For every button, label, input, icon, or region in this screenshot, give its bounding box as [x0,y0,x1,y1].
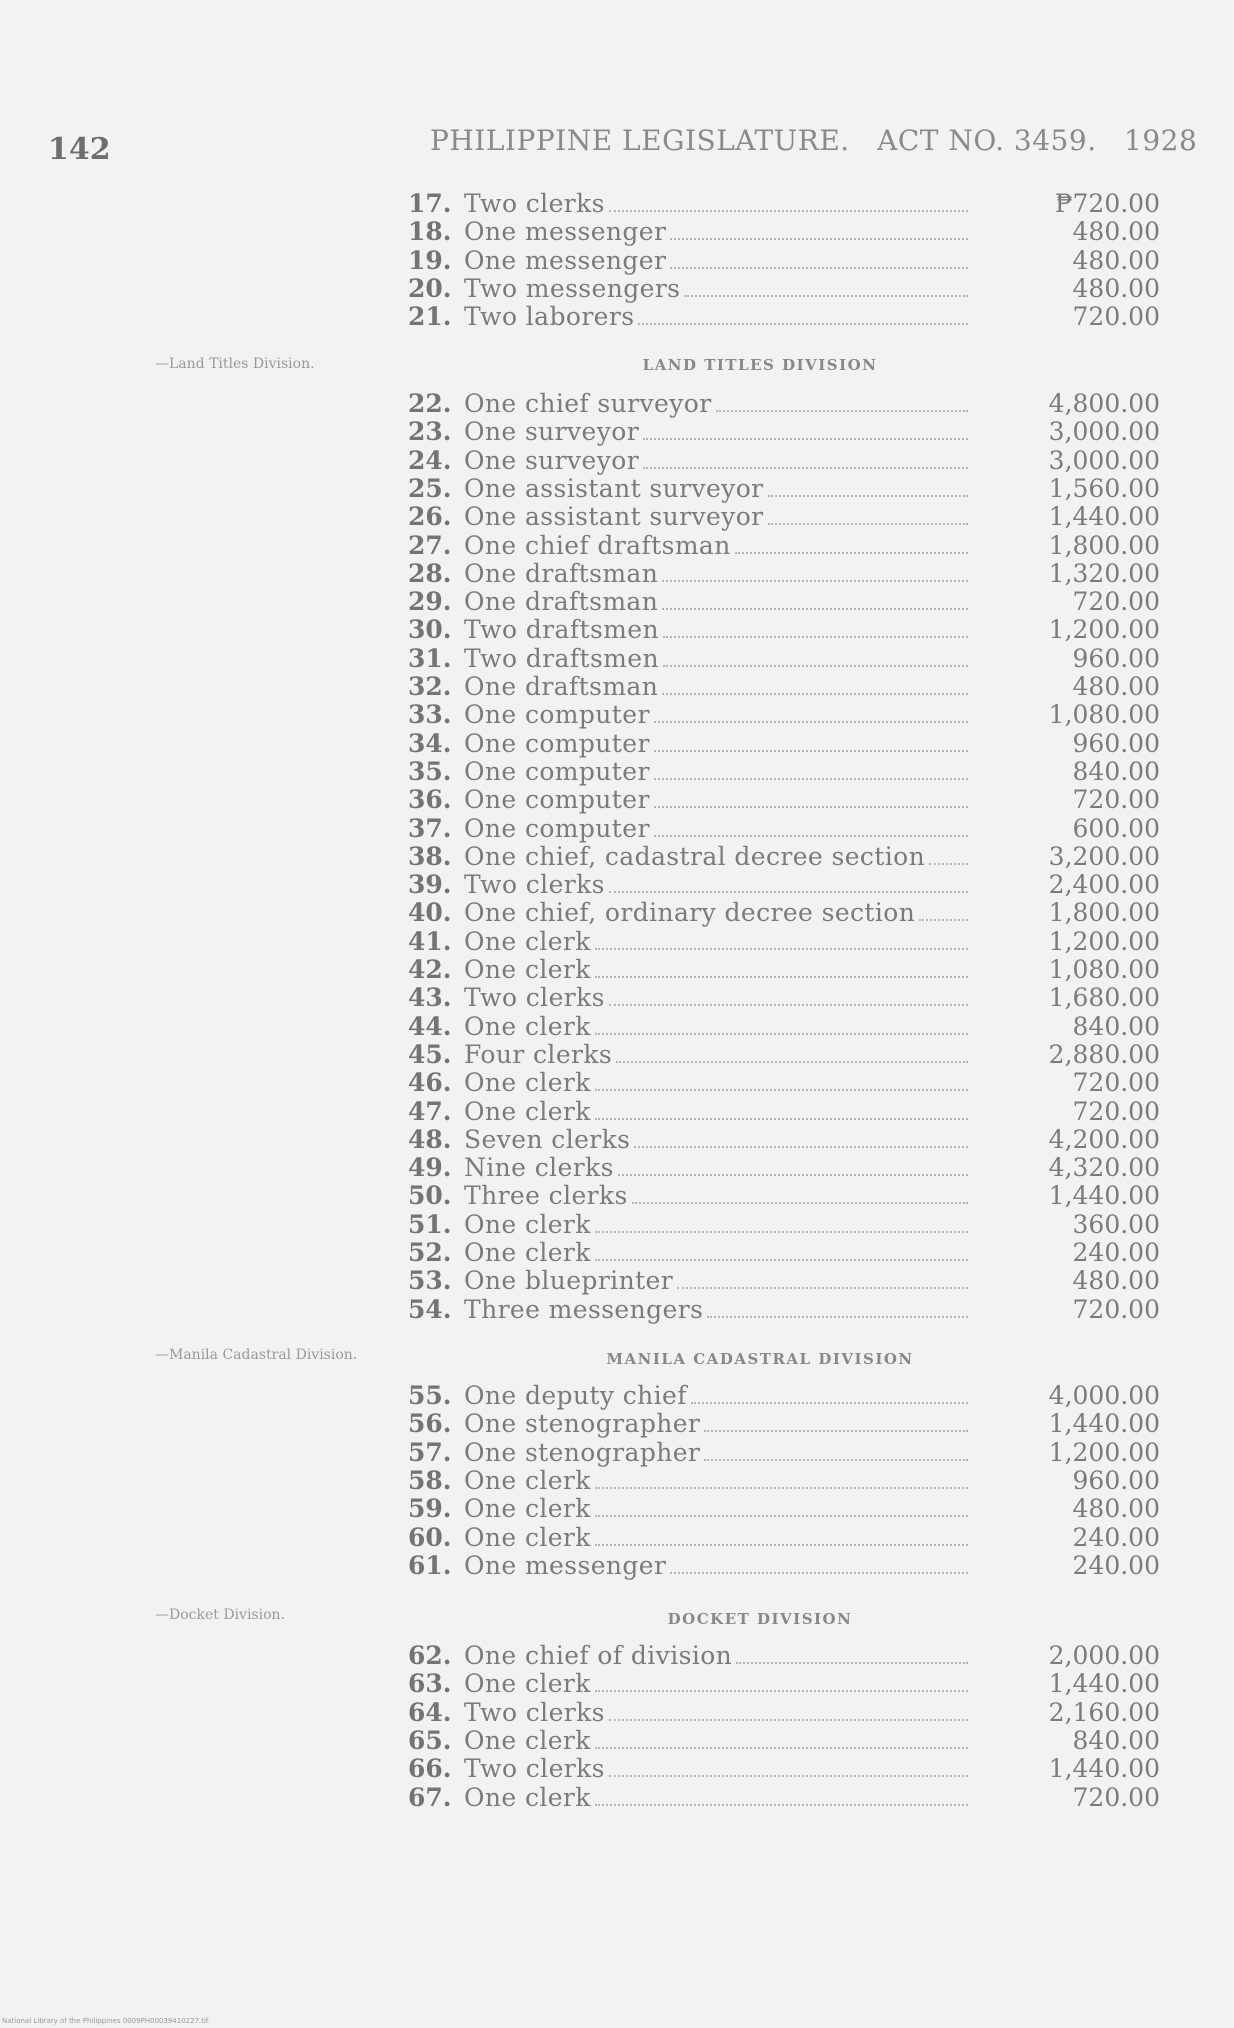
item-number: 44. [408,1011,452,1041]
line-item [408,645,1160,673]
line-item [408,928,1160,956]
dot-leader [609,1701,968,1721]
item-amount: 960.00 [1072,643,1160,673]
item-amount: 720.00 [1072,1068,1160,1098]
item-amount: 2,160.00 [1048,1697,1160,1727]
dot-leader [595,1526,968,1546]
dot-leader [768,505,969,525]
item-number: 46. [408,1068,452,1098]
dot-leader [638,305,968,325]
line-item [408,1013,1160,1041]
item-number: 17. [408,189,452,218]
item-description: One messenger [464,217,667,247]
item-amount: 1,440.00 [1048,1754,1160,1784]
line-item [408,1267,1160,1295]
item-amount: 1,680.00 [1048,983,1160,1013]
line-item [408,730,1160,758]
item-description: One assistant surveyor [464,473,764,503]
item-amount: 1,440.00 [1048,1181,1160,1211]
line-item [408,1154,1160,1182]
line-item [408,1524,1160,1552]
line-item [408,701,1160,729]
item-amount: 720.00 [1072,785,1160,815]
item-number: 30. [408,615,452,645]
dot-leader [595,1497,968,1517]
item-number: 66. [408,1754,452,1784]
item-description: Two laborers [464,302,635,332]
act-number: ACT NO. 3459. [877,124,1097,157]
item-number: 19. [408,245,452,275]
item-description: One blueprinter [464,1266,674,1296]
dot-leader [670,220,968,240]
item-number: 36. [408,785,452,815]
item-number: 50. [408,1181,452,1211]
dot-leader [595,930,968,950]
item-number: 55. [408,1381,452,1410]
item-amount: 4,200.00 [1048,1124,1160,1154]
item-description: One computer [464,813,650,843]
item-amount: 960.00 [1072,1465,1160,1495]
item-amount: 1,440.00 [1048,502,1160,532]
line-item [408,1182,1160,1210]
item-amount: 2,880.00 [1048,1039,1160,1069]
dot-leader [670,1554,968,1574]
item-number: 39. [408,870,452,900]
item-number: 37. [408,813,452,843]
dot-leader [643,449,968,469]
item-amount: 1,320.00 [1048,558,1160,588]
section-heading: DOCKET DIVISION [667,1610,853,1628]
line-item [408,956,1160,984]
line-item [408,616,1160,644]
item-amount: 840.00 [1072,1011,1160,1041]
item-description: Two clerks [464,1697,605,1727]
item-amount: 1,800.00 [1048,898,1160,928]
dot-leader [643,420,968,440]
dot-leader [634,1128,968,1148]
item-description: One draftsman [464,587,659,617]
line-item [408,758,1160,786]
dot-leader [595,1213,968,1233]
dot-leader [919,901,968,921]
item-number: 59. [408,1494,452,1524]
item-amount: 1,440.00 [1048,1409,1160,1439]
line-item [408,190,1160,218]
item-number: 57. [408,1437,452,1467]
item-amount: 4,800.00 [1048,389,1160,418]
publication-year: 1928 [1124,124,1198,157]
item-description: One clerk [464,1011,591,1041]
item-number: 47. [408,1096,452,1126]
dot-leader [663,618,968,638]
item-description: One assistant surveyor [464,502,764,532]
item-description: Three messengers [464,1294,704,1324]
line-item [408,673,1160,701]
line-item [408,871,1160,899]
item-description: One stenographer [464,1409,701,1439]
line-item [408,1382,1160,1410]
item-amount: 1,200.00 [1048,1437,1160,1467]
dot-leader [609,1757,968,1777]
item-number: 65. [408,1725,452,1755]
item-amount: 3,000.00 [1048,417,1160,447]
scan-credit: National Library of the Philippines 0009PH00039410227.tif [2,2017,209,2025]
item-amount: 3,200.00 [1048,841,1160,871]
item-number: 67. [408,1782,452,1812]
item-description: Four clerks [464,1039,613,1069]
item-description: One clerk [464,1238,591,1267]
item-amount: 720.00 [1072,1096,1160,1126]
item-description: One clerk [464,926,591,956]
item-number: 63. [408,1669,452,1699]
dot-leader [677,1269,968,1289]
page-number: 142 [48,132,111,167]
line-item [408,786,1160,814]
item-amount: 480.00 [1072,1266,1160,1296]
item-description: One clerk [464,1209,591,1239]
item-number: 41. [408,926,452,956]
line-item [408,815,1160,843]
item-number: 28. [408,558,452,588]
line-item [408,1439,1160,1467]
dot-leader [654,817,968,837]
item-description: One surveyor [464,417,640,447]
item-amount: 1,080.00 [1048,700,1160,730]
item-number: 24. [408,445,452,475]
item-description: One clerk [464,1725,591,1755]
item-description: One computer [464,785,650,815]
item-description: One chief of division [464,1641,733,1670]
item-amount: 480.00 [1072,217,1160,247]
item-amount: 720.00 [1072,1294,1160,1324]
item-number: 21. [408,302,452,332]
dot-leader [654,760,968,780]
line-item [408,899,1160,927]
line-item [408,1211,1160,1239]
line-item [408,843,1160,871]
dot-leader [595,1015,968,1035]
dot-leader [595,1729,968,1749]
item-description: Seven clerks [464,1124,631,1154]
item-amount: 720.00 [1072,587,1160,617]
item-amount: 3,000.00 [1048,445,1160,475]
item-number: 43. [408,983,452,1013]
dot-leader [691,1384,968,1404]
item-number: 45. [408,1039,452,1069]
item-description: One clerk [464,1465,591,1495]
item-description: One chief, cadastral decree section [464,841,926,871]
line-item [408,1755,1160,1783]
line-item [408,1296,1160,1324]
line-item [408,390,1160,418]
dot-leader [707,1298,968,1318]
item-description: Two clerks [464,1754,605,1784]
line-item [408,1552,1160,1580]
line-item [408,475,1160,503]
item-amount: 480.00 [1072,273,1160,303]
item-description: One computer [464,700,650,730]
item-description: One computer [464,756,650,786]
dot-leader [663,647,968,667]
item-amount: 240.00 [1072,1550,1160,1580]
dot-leader [684,277,968,297]
item-number: 42. [408,955,452,984]
item-description: Two clerks [464,189,605,218]
item-number: 33. [408,700,452,730]
dot-leader [609,986,968,1006]
item-description: One clerk [464,1522,591,1552]
dot-leader [662,562,968,582]
item-amount: 2,400.00 [1048,870,1160,900]
item-number: 61. [408,1550,452,1580]
item-number: 53. [408,1266,452,1296]
line-item [408,588,1160,616]
item-description: Three clerks [464,1181,628,1211]
item-number: 64. [408,1697,452,1727]
item-description: One chief surveyor [464,389,712,418]
publication-title: PHILIPPINE LEGISLATURE. [430,124,850,157]
item-description: Two messengers [464,273,681,303]
item-description: One clerk [464,1068,591,1098]
dot-leader [736,1644,968,1664]
dot-leader [670,249,968,269]
line-item [408,1041,1160,1069]
line-item [408,1467,1160,1495]
item-description: One messenger [464,1550,667,1580]
item-description: One draftsman [464,558,659,588]
item-amount: 4,320.00 [1048,1153,1160,1183]
item-amount: 600.00 [1072,813,1160,843]
item-amount: 840.00 [1072,756,1160,786]
item-amount: 1,080.00 [1048,955,1160,984]
marginal-note: —Docket Division. [155,1607,285,1623]
item-number: 62. [408,1641,452,1670]
line-item [408,984,1160,1012]
dot-leader [704,1412,968,1432]
item-number: 54. [408,1294,452,1324]
item-number: 52. [408,1238,452,1267]
dot-leader [595,958,968,978]
line-item [408,1069,1160,1097]
item-description: One computer [464,728,650,758]
line-item [408,1495,1160,1523]
item-amount: 1,200.00 [1048,615,1160,645]
item-number: 22. [408,389,452,418]
dot-leader [662,590,968,610]
line-item [408,1126,1160,1154]
item-number: 35. [408,756,452,786]
dot-leader [632,1184,968,1204]
item-number: 26. [408,502,452,532]
line-item [408,447,1160,475]
section-heading: MANILA CADASTRAL DIVISION [606,1350,914,1368]
dot-leader [929,845,968,865]
dot-leader [595,1071,968,1091]
item-amount: 480.00 [1072,672,1160,701]
item-description: One clerk [464,1669,591,1699]
item-number: 32. [408,672,452,701]
item-description: Two draftsmen [464,615,659,645]
line-item [408,1410,1160,1438]
item-amount: 240.00 [1072,1522,1160,1552]
item-description: One clerk [464,1096,591,1126]
dot-leader [595,1241,968,1261]
dot-leader [768,477,969,497]
item-amount: 2,000.00 [1048,1641,1160,1670]
line-item [408,218,1160,246]
item-number: 23. [408,417,452,447]
item-number: 31. [408,643,452,673]
dot-leader [609,192,968,212]
item-number: 60. [408,1522,452,1552]
line-item [408,1239,1160,1267]
dot-leader [735,534,968,554]
item-description: One stenographer [464,1437,701,1467]
item-description: One chief, ordinary decree section [464,898,916,928]
item-description: One draftsman [464,672,659,701]
line-item [408,275,1160,303]
dot-leader [704,1441,968,1461]
line-item [408,418,1160,446]
item-amount: 1,560.00 [1048,473,1160,503]
item-amount: 480.00 [1072,245,1160,275]
item-description: Two draftsmen [464,643,659,673]
item-description: Two clerks [464,870,605,900]
marginal-note: —Manila Cadastral Division. [155,1347,358,1363]
item-amount: 360.00 [1072,1209,1160,1239]
item-amount: 720.00 [1072,302,1160,332]
item-amount: ₱720.00 [1054,189,1160,218]
dot-leader [595,1469,968,1489]
item-amount: 1,800.00 [1048,530,1160,560]
item-number: 49. [408,1153,452,1183]
line-item [408,1642,1160,1670]
item-description: Nine clerks [464,1153,614,1183]
line-item [408,560,1160,588]
line-item [408,1098,1160,1126]
dot-leader [616,1043,968,1063]
item-description: One surveyor [464,445,640,475]
item-description: One messenger [464,245,667,275]
line-item [408,503,1160,531]
item-amount: 840.00 [1072,1725,1160,1755]
item-number: 34. [408,728,452,758]
item-number: 29. [408,587,452,617]
item-description: Two clerks [464,983,605,1013]
dot-leader [609,873,968,893]
item-amount: 720.00 [1072,1782,1160,1812]
item-number: 20. [408,273,452,303]
line-item [408,1670,1160,1698]
dot-leader [662,675,968,695]
item-amount: 1,200.00 [1048,926,1160,956]
dot-leader [595,1100,968,1120]
item-description: One deputy chief [464,1381,687,1410]
dot-leader [595,1786,968,1806]
dot-leader [595,1672,968,1692]
item-number: 25. [408,473,452,503]
line-item [408,303,1160,331]
dot-leader [654,788,968,808]
dot-leader [654,732,968,752]
item-number: 58. [408,1465,452,1495]
dot-leader [618,1156,968,1176]
item-amount: 240.00 [1072,1238,1160,1267]
item-description: One chief draftsman [464,530,731,560]
line-item [408,1699,1160,1727]
marginal-note: —Land Titles Division. [155,356,315,372]
dot-leader [716,392,968,412]
item-amount: 480.00 [1072,1494,1160,1524]
item-amount: 4,000.00 [1048,1381,1160,1410]
item-number: 48. [408,1124,452,1154]
line-item [408,247,1160,275]
item-number: 27. [408,530,452,560]
item-number: 18. [408,217,452,247]
item-description: One clerk [464,1782,591,1812]
line-item [408,1784,1160,1812]
item-number: 38. [408,841,452,871]
item-number: 51. [408,1209,452,1239]
item-number: 56. [408,1409,452,1439]
line-item [408,532,1160,560]
item-description: One clerk [464,1494,591,1524]
line-item [408,1727,1160,1755]
section-heading: LAND TITLES DIVISION [642,356,878,374]
item-number: 40. [408,898,452,928]
item-description: One clerk [464,955,591,984]
item-amount: 960.00 [1072,728,1160,758]
running-header [430,124,1215,157]
item-amount: 1,440.00 [1048,1669,1160,1699]
dot-leader [654,703,968,723]
